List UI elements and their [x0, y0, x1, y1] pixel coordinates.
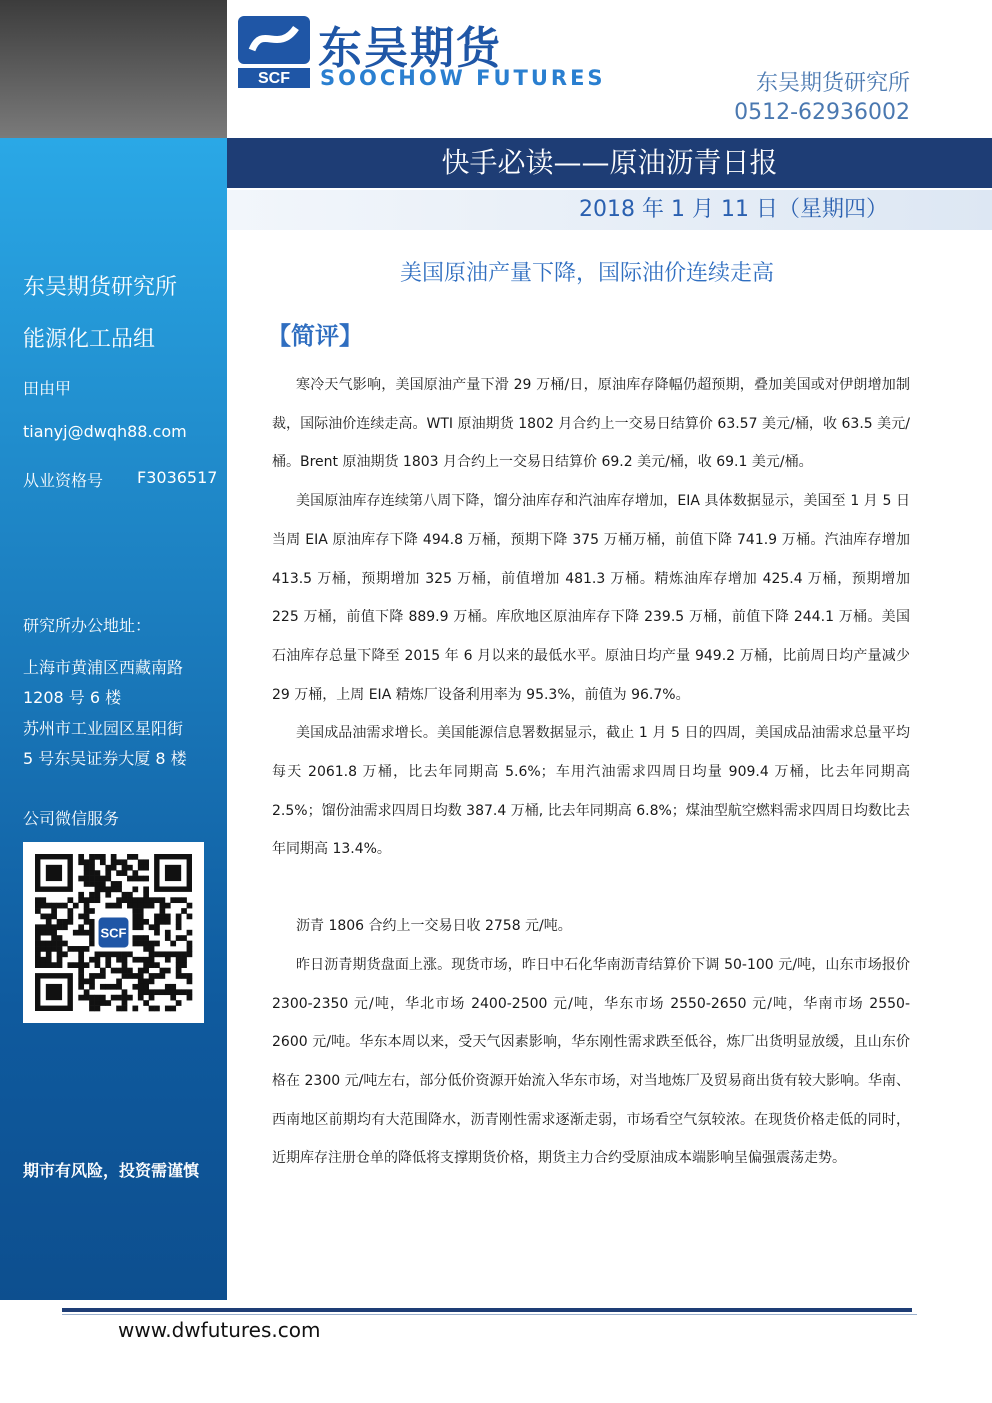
- report-body: [272, 366, 910, 1178]
- logo-english-name: SOOCHOW FUTURES: [320, 66, 606, 90]
- sidebar-institute: 东吴期货研究所: [23, 275, 178, 300]
- sidebar-group: 能源化工品组: [23, 327, 156, 352]
- qr-center-logo-text: SCF: [100, 925, 127, 941]
- qr-code-icon: [23, 842, 204, 1023]
- footer-divider-thin: [62, 1314, 917, 1315]
- sidebar-header-block: [0, 0, 227, 138]
- date-bar: [227, 190, 992, 230]
- report-date: 2018 年 1 月 11 日（星期四）: [579, 197, 888, 222]
- paragraph: 美国原油库存连续第八周下降，馏分油库存和汽油库存增加，EIA 具体数据显示，美国至 1 月 5 日当周 EIA 原油库存下降 494.8 万桶，预期下降 375 万桶万桶，前值下降 741.9 万桶。汽油库存增加 413.5 万桶，预期增加 325 万桶，前值增加 481.3 万桶。精炼油库存增加 425.4 万桶，预期增加 225 万桶，前值下降 889.9 万桶。库欣地区原油库存下降 239.5 万桶，前值下降 244.1 万桶。美国石油库存总量下降至 2015 年 6 月以来的最低水平。原油日均产量 949.2 万桶，比前周日均产量减少 29 万桶，上周 EIA 精炼厂设备利用率为 95.3%，前值为 96.7%。: [272, 493, 910, 703]
- header-institute: 东吴期货研究所: [755, 71, 910, 96]
- sidebar-address-line: 上海市黄浦区西藏南路: [23, 658, 184, 677]
- sidebar-wechat-label: 公司微信服务: [23, 809, 120, 828]
- sidebar-email[interactable]: tianyj@dwqh88.com: [23, 422, 187, 441]
- scf-logo-icon: [238, 16, 310, 88]
- footer-website-link[interactable]: www.dwfutures.com: [118, 1318, 321, 1342]
- sidebar-license-number: F3036517: [137, 468, 218, 487]
- logo-mark-text: SCF: [258, 70, 290, 87]
- report-title: 快手必读——原油沥青日报: [441, 146, 778, 179]
- wechat-qr-code[interactable]: [23, 842, 204, 1023]
- headline: 美国原油产量下降，国际油价连续走高: [399, 261, 774, 286]
- sidebar-address-line: 5 号东吴证券大厦 8 楼: [23, 749, 187, 768]
- paragraph: 沥青 1806 合约上一交易日收 2758 元/吨。: [296, 918, 572, 935]
- footer-divider: [62, 1308, 912, 1312]
- section-title: 【简评】: [267, 322, 363, 350]
- logo-chinese-name: 东吴期货: [318, 23, 502, 74]
- sidebar-address-line: 苏州市工业园区星阳街: [23, 719, 184, 738]
- risk-warning: 期市有风险，投资需谨慎: [23, 1161, 200, 1180]
- paragraph: 寒冷天气影响，美国原油产量下滑 29 万桶/日，原油库存降幅仍超预期，叠加美国或对伊朗增加制裁，国际油价连续走高。WTI 原油期货 1802 月合约上一交易日结算价 63.57 美元/桶，收 63.5 美元/桶。Brent 原油期货 1803 月合约上一交易日结算价 69.2 美元/桶，收 69.1 美元/桶。: [272, 377, 910, 471]
- sidebar-analyst: 田由甲: [23, 379, 72, 398]
- sidebar: [0, 138, 227, 1300]
- sidebar-address-line: 1208 号 6 楼: [23, 688, 122, 707]
- header-phone: 0512-62936002: [734, 100, 910, 125]
- paragraph: 昨日沥青期货盘面上涨。现货市场，昨日中石化华南沥青结算价下调 50-100 元/吨，山东市场报价 2300-2350 元/吨，华北市场 2400-2500 元/吨，华东市场 2550-2650 元/吨，华南市场 2550-2600 元/吨。华东本周以来，受天气因素影响，华东刚性需求跌至低谷，炼厂出货明显放缓，且山东价格在 2300 元/吨左右，部分低价资源开始流入华东市场，对当地炼厂及贸易商出货有较大影响。华南、西南地区前期均有大范围降水，沥青刚性需求逐渐走弱，市场看空气氛较浓。在现货价格走低的同时，近期库存注册仓单的降低将支撑期货价格，期货主力合约受原油成本端影响呈偏强震荡走势。: [272, 956, 910, 1167]
- sidebar-address-label: 研究所办公地址：: [23, 616, 152, 635]
- sidebar-license-label: 从业资格号: [23, 471, 104, 490]
- paragraph: 美国成品油需求增长。美国能源信息署数据显示，截止 1 月 5 日的四周，美国成品油需求总量平均每天 2061.8 万桶，比去年同期高 5.6%；车用汽油需求四周日均量 909.4 万桶，比去年同期高 2.5%；馏份油需求四周日均数 387.4 万桶, 比去年同期高 6.8%；煤油型航空燃料需求四周日均数比去年同期高 13.4%。: [272, 725, 910, 858]
- report-title-bar: [227, 138, 992, 188]
